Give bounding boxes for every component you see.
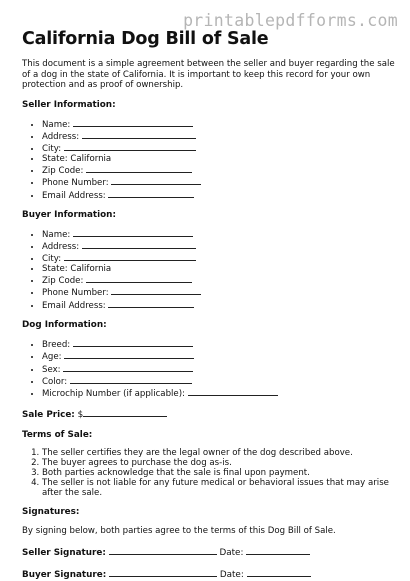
seller-name-item xyxy=(42,118,396,130)
seller-email-field[interactable] xyxy=(108,189,194,198)
seller-address-label: Address: xyxy=(42,132,80,143)
signatures-heading: Signatures: xyxy=(22,507,80,518)
seller-signature-row xyxy=(22,546,396,559)
buyer-address-label: Address: xyxy=(42,242,80,253)
seller-signature-label: Seller Signature: xyxy=(22,548,106,559)
seller-phone-field[interactable] xyxy=(111,176,201,185)
seller-city-field[interactable] xyxy=(64,142,196,151)
dog-breed-item xyxy=(42,338,396,350)
dog-breed-field[interactable] xyxy=(73,338,193,347)
dog-list xyxy=(22,338,396,399)
document-page xyxy=(22,28,396,581)
buyer-name-item xyxy=(42,228,396,240)
terms-item: 4. The seller is not liable for any future medical or behavioral issues that may arise after the sale. xyxy=(42,478,396,498)
seller-phone-item xyxy=(42,176,396,188)
dog-sex-field[interactable] xyxy=(63,363,193,372)
seller-zip-label: Zip Code: xyxy=(42,165,84,176)
dog-microchip-label: Microchip Number (if applicable): xyxy=(42,389,185,400)
buyer-zip-item xyxy=(42,274,396,286)
buyer-email-field[interactable] xyxy=(108,299,194,308)
buyer-heading: Buyer Information: xyxy=(22,209,116,220)
buyer-name-label: Name: xyxy=(42,229,71,240)
seller-name-field[interactable] xyxy=(73,118,193,127)
dog-color-label: Color: xyxy=(42,376,68,387)
buyer-zip-field[interactable] xyxy=(86,274,192,283)
terms-heading: Terms of Sale: xyxy=(22,430,93,441)
seller-phone-label: Phone Number: xyxy=(42,178,109,189)
buyer-phone-item xyxy=(42,286,396,298)
sale-price-field[interactable] xyxy=(83,408,167,417)
seller-name-label: Name: xyxy=(42,119,71,130)
dog-heading: Dog Information: xyxy=(22,319,107,330)
buyer-state-item xyxy=(42,265,396,274)
seller-date-field[interactable] xyxy=(246,546,310,555)
seller-city-label: City: xyxy=(42,144,62,155)
dog-microchip-field[interactable] xyxy=(188,387,278,396)
buyer-name-field[interactable] xyxy=(73,228,193,237)
seller-list xyxy=(22,118,396,201)
dog-color-item xyxy=(42,375,396,387)
buyer-email-item xyxy=(42,299,396,311)
buyer-zip-label: Zip Code: xyxy=(42,276,84,287)
seller-zip-field[interactable] xyxy=(86,164,192,173)
seller-state-label: State: California xyxy=(42,153,112,164)
dog-age-item xyxy=(42,350,396,362)
sale-price-currency: $ xyxy=(77,410,84,421)
seller-signature-field[interactable] xyxy=(109,546,217,555)
terms-list xyxy=(22,448,396,498)
sale-price-label: Sale Price: xyxy=(22,410,75,421)
seller-email-label: Email Address: xyxy=(42,190,106,201)
seller-address-item xyxy=(42,130,396,142)
document-title: California Dog Bill of Sale xyxy=(22,29,269,49)
terms-item: 1. The seller certifies they are the legal owner of the dog described above. xyxy=(42,448,396,458)
seller-state-item xyxy=(42,155,396,164)
seller-address-field[interactable] xyxy=(82,130,196,139)
buyer-address-item xyxy=(42,240,396,252)
buyer-phone-label: Phone Number: xyxy=(42,288,109,299)
buyer-signature-label: Buyer Signature: xyxy=(22,570,107,581)
dog-sex-item xyxy=(42,363,396,375)
buyer-state-label: State: California xyxy=(42,263,112,274)
buyer-city-field[interactable] xyxy=(64,252,196,261)
buyer-date-field[interactable] xyxy=(247,568,311,577)
buyer-phone-field[interactable] xyxy=(111,286,201,295)
sale-price-row xyxy=(22,408,396,421)
terms-item: 3. Both parties acknowledge that the sale is final upon payment. xyxy=(42,468,396,478)
dog-breed-label: Breed: xyxy=(42,339,71,350)
buyer-signature-field[interactable] xyxy=(109,568,217,577)
buyer-list xyxy=(22,228,396,311)
seller-zip-item xyxy=(42,164,396,176)
dog-sex-label: Sex: xyxy=(42,364,61,375)
buyer-date-label: Date: xyxy=(219,570,244,581)
buyer-address-field[interactable] xyxy=(82,240,196,249)
intro-paragraph: This document is a simple agreement between the seller and buyer regarding the sale of a dog in the state of California. It is important to keep this record for your own protection and as proof of ownership. xyxy=(22,59,395,91)
buyer-city-label: City: xyxy=(42,254,62,265)
dog-color-field[interactable] xyxy=(70,375,192,384)
seller-date-label: Date: xyxy=(219,548,244,559)
dog-microchip-item xyxy=(42,387,396,399)
terms-item: 2. The buyer agrees to purchase the dog as-is. xyxy=(42,458,396,468)
signatures-statement: By signing below, both parties agree to the terms of this Dog Bill of Sale. xyxy=(22,526,336,537)
dog-age-field[interactable] xyxy=(64,350,194,359)
buyer-email-label: Email Address: xyxy=(42,300,106,311)
dog-age-label: Age: xyxy=(42,352,62,363)
seller-email-item xyxy=(42,189,396,201)
seller-heading: Seller Information: xyxy=(22,99,116,110)
buyer-signature-row xyxy=(22,568,396,581)
watermark-text: printablepdfforms.com xyxy=(183,11,398,30)
